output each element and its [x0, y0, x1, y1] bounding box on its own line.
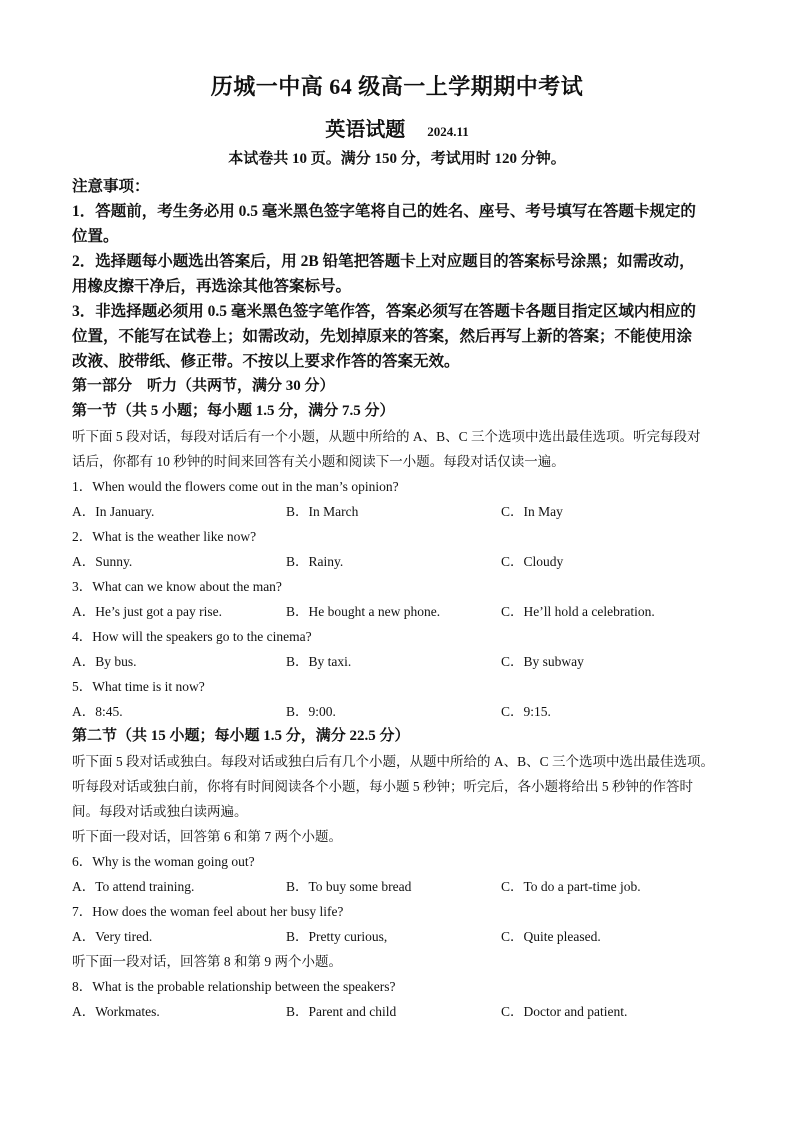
question-4: 4．How will the speakers go to the cinema?: [72, 629, 312, 644]
question-7: 7．How does the woman feel about her busy life?: [72, 904, 344, 919]
subject-label: 英语试题: [325, 119, 406, 141]
note-1-line-1: 1．答题前，考生务必用 0.5 毫米黑色签字笔将自己的姓名、座号、考号填写在答题卡规定的: [72, 203, 696, 220]
section2-intro-line-2: 听每段对话或独白前，你将有时间阅读各个小题，每小题 5 秒钟；听完后，各小题将给出 5 秒钟的作答时: [72, 779, 693, 794]
note-3-line-1: 3．非选择题必须用 0.5 毫米黑色签字笔作答，答案必须写在答题卡各题目指定区域内相应的: [72, 303, 696, 320]
listen-instruction-6-7: 听下面一段对话，回答第 6 和第 7 两个小题。: [72, 829, 342, 844]
exam-subtitle: [0, 113, 794, 142]
option-b: B．In March: [286, 504, 359, 519]
option-a: A．8:45.: [72, 704, 123, 719]
option-a: A．Workmates.: [72, 1004, 160, 1019]
question-8-options: [72, 999, 724, 1024]
section2-intro-line-1: 听下面 5 段对话或独白。每段对话或独白后有几个小题，从题中所给的 A、B、C 三个选项中选出最佳选项。: [72, 754, 715, 769]
section1-intro-line-2: 话后，你都有 10 秒钟的时间来回答有关小题和阅读下一小题。每段对话仅读一遍。: [72, 454, 565, 469]
question-2: 2．What is the weather like now?: [72, 529, 257, 544]
notes-heading: 注意事项：: [72, 178, 150, 195]
question-6: 6．Why is the woman going out?: [72, 854, 255, 869]
question-8: 8．What is the probable relationship between the speakers?: [72, 979, 396, 994]
option-a: A．By bus.: [72, 654, 137, 669]
section2-heading: 第二节（共 15 小题；每小题 1.5 分，满分 22.5 分）: [72, 728, 410, 744]
question-5: 5．What time is it now?: [72, 679, 205, 694]
exam-info: 本试卷共 10 页。满分 150 分，考试用时 120 分钟。: [228, 151, 566, 167]
option-c: C．In May: [501, 504, 563, 519]
option-c: C．To do a part-time job.: [501, 879, 641, 894]
option-b: B．Parent and child: [286, 1004, 397, 1019]
option-b: B．By taxi.: [286, 654, 352, 669]
question-6-options: [72, 874, 724, 899]
option-a: A．Sunny.: [72, 554, 133, 569]
option-a: A．He’s just got a pay rise.: [72, 604, 222, 619]
option-a: A．Very tired.: [72, 929, 153, 944]
question-7-options: [72, 924, 724, 949]
question-4-options: [72, 649, 724, 674]
option-c: C．9:15.: [501, 704, 551, 719]
option-c: C．By subway: [501, 654, 584, 669]
question-3-options: [72, 599, 724, 624]
note-2-line-1: 2．选择题每小题选出答案后，用 2B 铅笔把答题卡上对应题目的答案标号涂黑；如需改动，: [72, 253, 695, 270]
question-3: 3．What can we know about the man?: [72, 579, 282, 594]
option-c: C．Doctor and patient.: [501, 1004, 628, 1019]
part1-heading: 第一部分 听力（共两节，满分 30 分）: [72, 378, 335, 394]
option-a: A．In January.: [72, 504, 155, 519]
option-a: A．To attend training.: [72, 879, 195, 894]
note-2-line-2: 用橡皮擦干净后，再选涂其他答案标号。: [72, 278, 352, 295]
exam-body: [72, 174, 724, 1024]
option-b: B．Pretty curious,: [286, 929, 388, 944]
listen-instruction-8-9: 听下面一段对话，回答第 8 和第 9 两个小题。: [72, 954, 342, 969]
question-1: 1．When would the flowers come out in the man’s opinion?: [72, 479, 399, 494]
section2-intro-line-3: 间。每段对话或独白读两遍。: [72, 804, 248, 819]
option-c: C．Cloudy: [501, 554, 564, 569]
option-c: C．He’ll hold a celebration.: [501, 604, 655, 619]
section1-intro-line-1: 听下面 5 段对话，每段对话后有一个小题，从题中所给的 A、B、C 三个选项中选出最佳选项。听完每段对: [72, 429, 701, 444]
exam-title: 历城一中高 64 级高一上学期期中考试: [210, 74, 584, 99]
option-b: B．To buy some bread: [286, 879, 412, 894]
option-c: C．Quite pleased.: [501, 929, 601, 944]
question-5-options: [72, 699, 724, 724]
note-3-line-3: 改液、胶带纸、修正带。不按以上要求作答的答案无效。: [72, 353, 460, 370]
option-b: B．He bought a new phone.: [286, 604, 441, 619]
option-b: B．Rainy.: [286, 554, 344, 569]
note-3-line-2: 位置，不能写在试卷上；如需改动，先划掉原来的答案，然后再写上新的答案；不能使用涂: [72, 328, 693, 345]
option-b: B．9:00.: [286, 704, 336, 719]
section1-heading: 第一节（共 5 小题；每小题 1.5 分，满分 7.5 分）: [72, 403, 395, 419]
question-1-options: [72, 499, 724, 524]
question-2-options: [72, 549, 724, 574]
exam-date: 2024.11: [427, 124, 469, 139]
note-1-line-2: 位置。: [72, 228, 119, 245]
